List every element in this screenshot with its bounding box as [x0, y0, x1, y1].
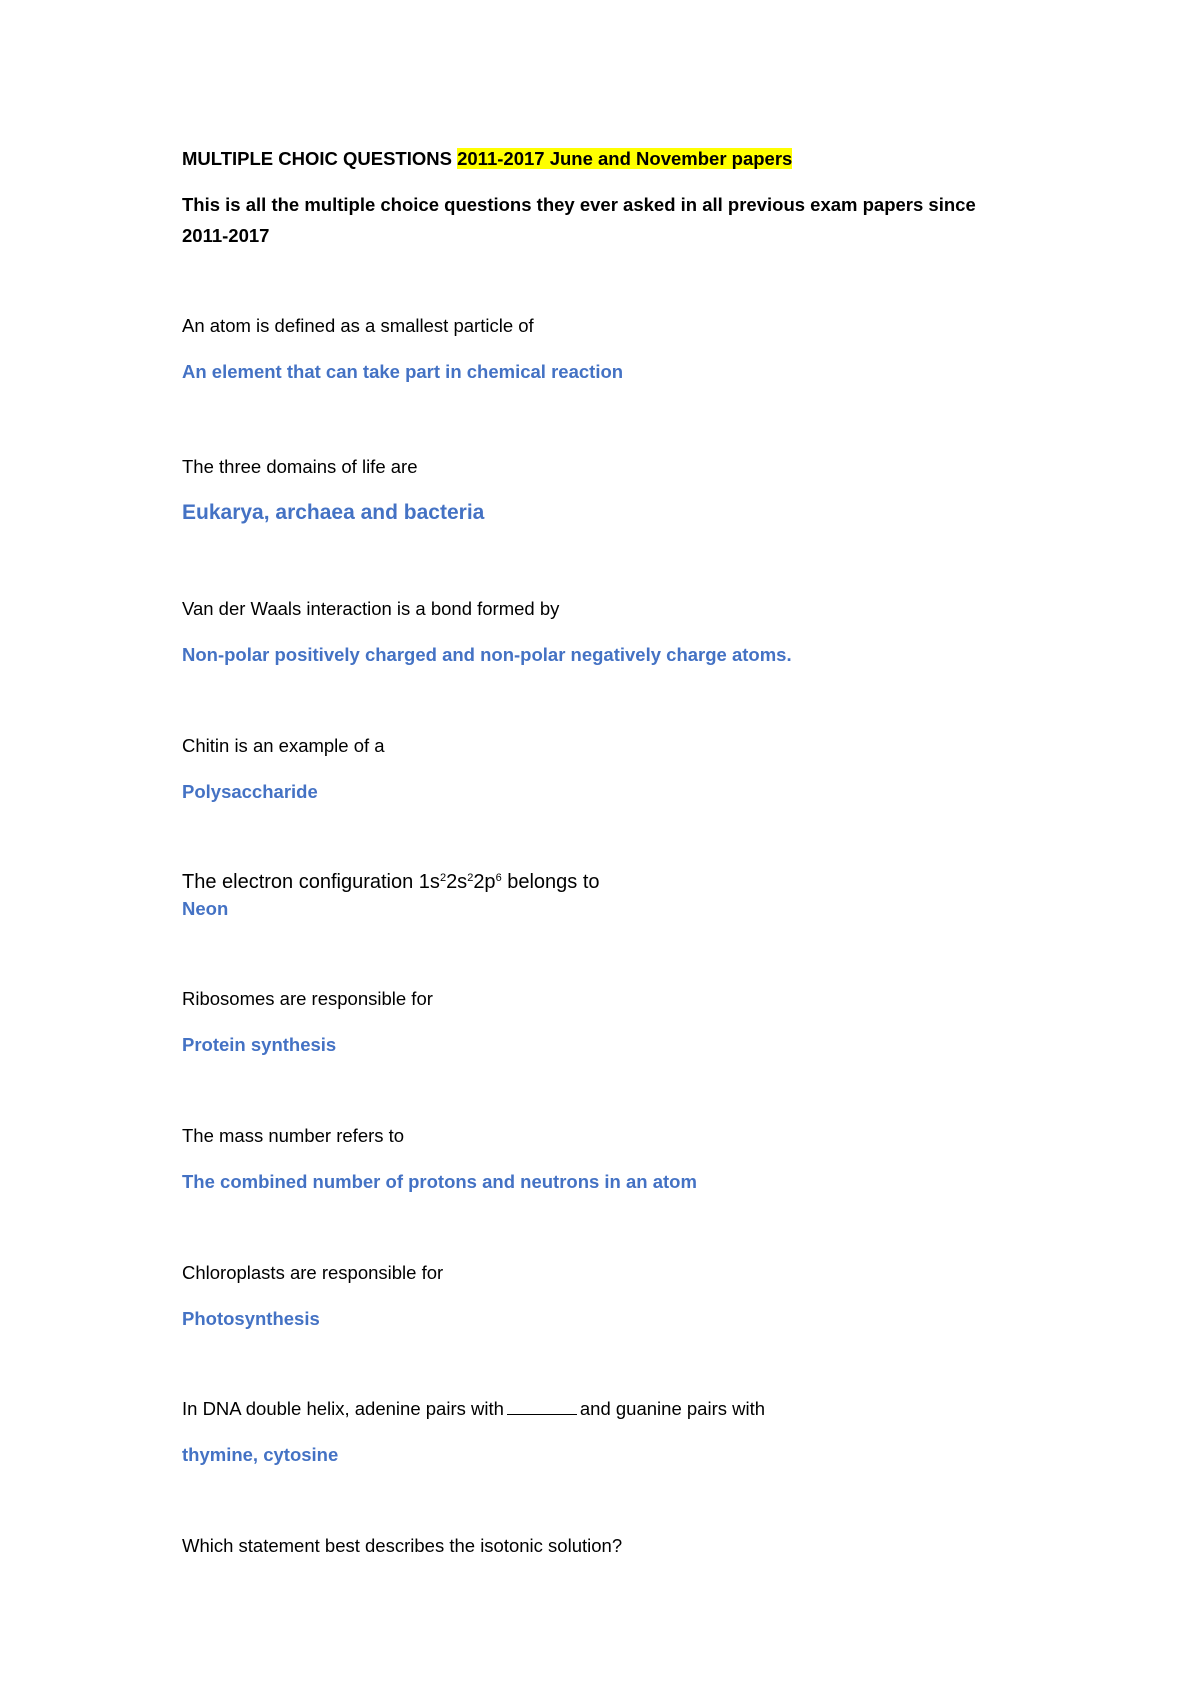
superscript: 2	[439, 872, 447, 884]
answer-6: Protein synthesis	[182, 1034, 337, 1055]
intro-line-1: This is all the multiple choice questions they ever asked in all previous exam papers since	[182, 194, 976, 215]
superscript: 6	[495, 872, 502, 884]
answer-8: Photosynthesis	[182, 1308, 320, 1329]
question-9-suffix: and guanine pairs with	[579, 1398, 766, 1419]
title-highlighted-text: 2011-2017 June and November papers	[457, 148, 793, 169]
question-6: Ribosomes are responsible for	[182, 988, 433, 1009]
question-9-prefix: In DNA double helix, adenine pairs with	[182, 1398, 504, 1419]
question-9	[182, 1398, 765, 1420]
superscript: 2	[467, 872, 474, 884]
answer-2: Eukarya, archaea and bacteria	[182, 501, 485, 524]
answer-9: thymine, cytosine	[182, 1444, 339, 1465]
page-title	[182, 148, 792, 170]
question-2: The three domains of life are	[182, 456, 418, 477]
question-5-mid2: 2p	[473, 871, 496, 893]
answer-1: An element that can take part in chemical reaction	[182, 361, 624, 382]
question-5-prefix: The electron configuration 1s	[182, 871, 440, 893]
question-5	[182, 870, 600, 894]
question-4: Chitin is an example of a	[182, 735, 385, 756]
answer-3: Non-polar positively charged and non-polar negatively charge atoms.	[182, 644, 792, 665]
question-3: Van der Waals interaction is a bond formed by	[182, 598, 560, 619]
question-7: The mass number refers to	[182, 1125, 405, 1146]
question-1: An atom is defined as a smallest particle of	[182, 315, 534, 336]
answer-7: The combined number of protons and neutrons in an atom	[182, 1171, 697, 1192]
question-5-suffix: belongs to	[501, 871, 600, 893]
title-text: MULTIPLE CHOIC QUESTIONS	[182, 148, 452, 169]
fill-in-blank	[507, 1399, 577, 1415]
answer-4: Polysaccharide	[182, 781, 318, 802]
question-10: Which statement best describes the isotonic solution?	[182, 1535, 623, 1556]
intro-line-2: 2011-2017	[182, 225, 270, 246]
question-8: Chloroplasts are responsible for	[182, 1262, 444, 1283]
question-5-mid1: 2s	[446, 871, 468, 893]
answer-5: Neon	[182, 898, 229, 919]
